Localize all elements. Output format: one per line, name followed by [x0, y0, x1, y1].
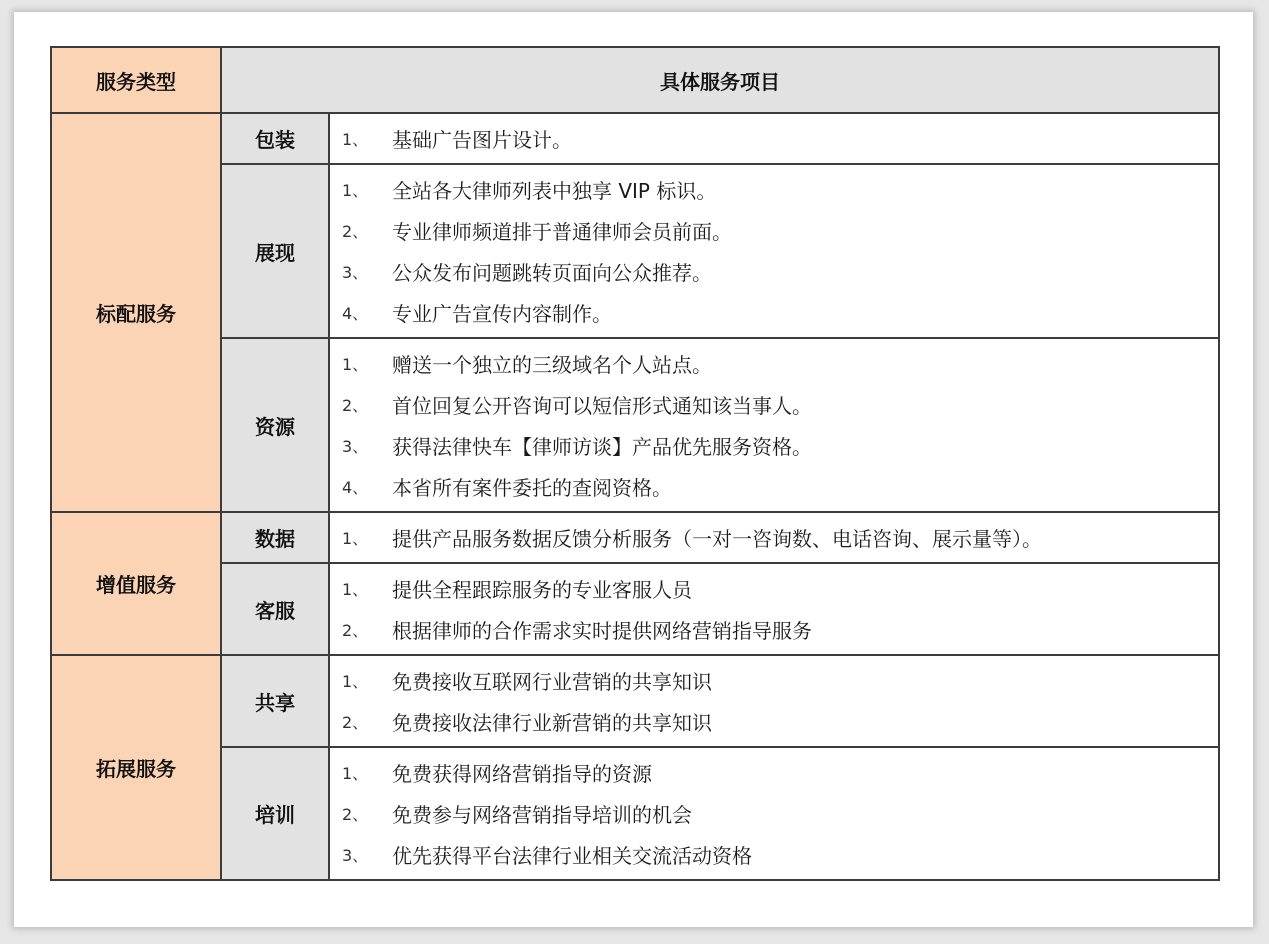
service-item — [342, 701, 1218, 742]
service-subcategory-cell: 客服 — [221, 563, 329, 655]
service-items-cell — [329, 164, 1219, 338]
service-item-number: 1、 — [342, 672, 369, 691]
header-service-items: 具体服务项目 — [221, 47, 1219, 113]
service-item-text: 根据律师的合作需求实时提供网络营销指导服务 — [392, 619, 812, 643]
service-items-cell — [329, 655, 1219, 747]
service-row — [51, 338, 1219, 512]
service-item — [342, 343, 1218, 384]
service-item-number: 2、 — [342, 222, 369, 241]
service-item-text: 公众发布问题跳转页面向公众推荐。 — [392, 261, 712, 285]
service-item-text: 免费接收法律行业新营销的共享知识 — [392, 711, 712, 735]
service-items-cell — [329, 747, 1219, 880]
service-row — [51, 164, 1219, 338]
service-item-text: 全站各大律师列表中独享 VIP 标识。 — [392, 179, 717, 203]
service-subcategory-cell: 数据 — [221, 512, 329, 563]
service-item-text: 获得法律快车【律师访谈】产品优先服务资格。 — [392, 435, 812, 459]
service-item — [342, 118, 1218, 159]
service-table-body — [51, 47, 1219, 880]
service-row — [51, 563, 1219, 655]
service-items-cell — [329, 113, 1219, 164]
service-items-cell — [329, 563, 1219, 655]
service-item-number: 1、 — [342, 529, 369, 548]
service-item-number: 2、 — [342, 805, 369, 824]
service-item — [342, 834, 1218, 875]
service-item-number: 2、 — [342, 621, 369, 640]
service-subcategory-cell: 展现 — [221, 164, 329, 338]
service-item-number: 4、 — [342, 304, 369, 323]
service-item — [342, 752, 1218, 793]
service-item — [342, 210, 1218, 251]
service-item-number: 3、 — [342, 263, 369, 282]
service-item — [342, 292, 1218, 333]
service-item-number: 1、 — [342, 181, 369, 200]
service-item-text: 免费接收互联网行业营销的共享知识 — [392, 670, 712, 694]
document-frame — [14, 12, 1253, 927]
service-subcategory-cell: 共享 — [221, 655, 329, 747]
service-item-text: 赠送一个独立的三级域名个人站点。 — [392, 353, 712, 377]
service-item-text: 免费获得网络营销指导的资源 — [392, 762, 652, 786]
service-item-text: 免费参与网络营销指导培训的机会 — [392, 803, 692, 827]
service-item-text: 提供全程跟踪服务的专业客服人员 — [392, 578, 692, 602]
service-item-text: 首位回复公开咨询可以短信形式通知该当事人。 — [392, 394, 812, 418]
service-table — [50, 46, 1220, 881]
service-item-number: 2、 — [342, 713, 369, 732]
service-item-text: 本省所有案件委托的查阅资格。 — [392, 476, 672, 500]
service-item-number: 1、 — [342, 580, 369, 599]
service-item-text: 优先获得平台法律行业相关交流活动资格 — [392, 844, 752, 868]
service-row — [51, 113, 1219, 164]
service-items-cell — [329, 338, 1219, 512]
service-item — [342, 609, 1218, 650]
service-items-cell — [329, 512, 1219, 563]
service-row — [51, 655, 1219, 747]
service-type-cell: 标配服务 — [51, 113, 221, 512]
service-item-text: 专业广告宣传内容制作。 — [392, 302, 612, 326]
header-row — [51, 47, 1219, 113]
service-item — [342, 793, 1218, 834]
service-row — [51, 747, 1219, 880]
service-item — [342, 169, 1218, 210]
service-item — [342, 425, 1218, 466]
service-item — [342, 660, 1218, 701]
header-service-type: 服务类型 — [51, 47, 221, 113]
service-item-number: 1、 — [342, 764, 369, 783]
service-item-number: 3、 — [342, 846, 369, 865]
service-item-text: 专业律师频道排于普通律师会员前面。 — [392, 220, 732, 244]
service-subcategory-cell: 培训 — [221, 747, 329, 880]
service-item-number: 1、 — [342, 130, 369, 149]
service-item-number: 3、 — [342, 437, 369, 456]
service-item-number: 4、 — [342, 478, 369, 497]
service-subcategory-cell: 资源 — [221, 338, 329, 512]
service-item — [342, 384, 1218, 425]
service-item — [342, 568, 1218, 609]
service-item-number: 2、 — [342, 396, 369, 415]
service-row — [51, 512, 1219, 563]
service-item — [342, 251, 1218, 292]
service-subcategory-cell: 包装 — [221, 113, 329, 164]
service-item-text: 基础广告图片设计。 — [392, 128, 572, 152]
service-type-cell: 拓展服务 — [51, 655, 221, 880]
service-item-text: 提供产品服务数据反馈分析服务（一对一咨询数、电话咨询、展示量等）。 — [392, 527, 1042, 551]
service-type-cell: 增值服务 — [51, 512, 221, 655]
service-item — [342, 466, 1218, 507]
service-item — [342, 517, 1218, 558]
service-item-number: 1、 — [342, 355, 369, 374]
